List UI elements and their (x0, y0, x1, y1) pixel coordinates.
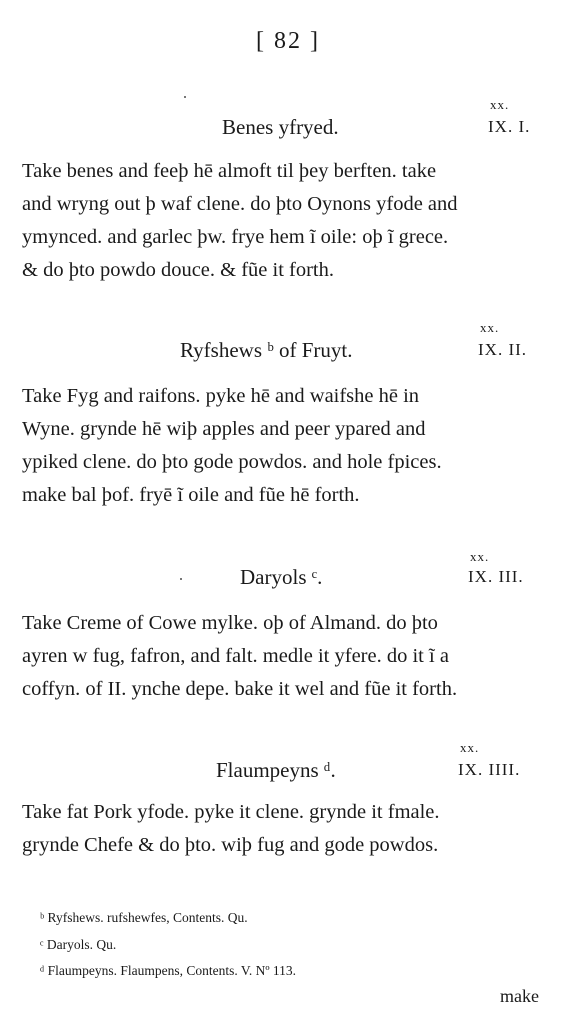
recipe-text-line: Take benes and feeþ hē almoft til þey berften. take (22, 160, 437, 182)
recipe-text-line: Wyne. grynde hē wiþ apples and peer ypared and (22, 418, 426, 440)
recipe-number-superscript: xx. (460, 740, 480, 755)
recipe-text-line: Take fat Pork yfode. pyke it clene. grynde it fmale. (22, 801, 440, 823)
recipe-number: IX. IIII. (458, 760, 521, 779)
print-speck (184, 96, 186, 98)
footnote: ᵇ Ryfshews. rufshewfes, Contents. Qu. (40, 910, 248, 925)
recipe-text-line: ypiked clene. do þto gode powdos. and hole fpices. (22, 451, 442, 473)
recipe-title: Ryfshews ᵇ of Fruyt. (180, 338, 353, 362)
page-number: [ 82 ] (256, 28, 320, 54)
recipe-text-line: Take Fyg and raifons. pyke hē and waifshe hē in (22, 385, 420, 407)
recipe-text-line: ayren w fug, fafron, and falt. medle it yfere. do it ĩ a (22, 645, 449, 667)
recipe-text-line: coffyn. of II. ynche depe. bake it wel and fũe it forth. (22, 678, 458, 700)
print-speck (180, 578, 182, 580)
recipe-number: IX. III. (468, 567, 524, 586)
recipe-title: Flaumpeyns ᵈ. (216, 758, 336, 782)
recipe-title: Daryols ᶜ. (240, 565, 323, 589)
recipe-text-line: & do þto powdo douce. & fũe it forth. (22, 259, 335, 281)
recipe-title: Benes yfryed. (222, 115, 339, 139)
recipe-number-superscript: xx. (490, 97, 510, 112)
recipe-text-line: grynde Chefe & do þto. wiþ fug and gode powdos. (22, 834, 439, 856)
recipe-number: IX. I. (488, 117, 531, 136)
footnote: ᶜ Daryols. Qu. (40, 937, 117, 952)
recipe-number-superscript: xx. (470, 549, 490, 564)
catchword: make (500, 986, 539, 1006)
recipe-number: IX. II. (478, 340, 528, 359)
footnote: ᵈ Flaumpeyns. Flaumpens, Contents. V. Nº 113. (40, 963, 297, 978)
recipe-text-line: Take Creme of Cowe mylke. oþ of Almand. do þto (22, 612, 438, 634)
recipe-number-superscript: xx. (480, 320, 500, 335)
recipe-text-line: make bal þof. fryē ĩ oile and fũe hē forth. (22, 484, 360, 506)
recipe-text-line: and wryng out þ waf clene. do þto Oynons yfode and (22, 193, 458, 215)
recipe-text-line: ymynced. and garlec þw. frye hem ĩ oile: oþ ĩ grece. (22, 226, 449, 248)
